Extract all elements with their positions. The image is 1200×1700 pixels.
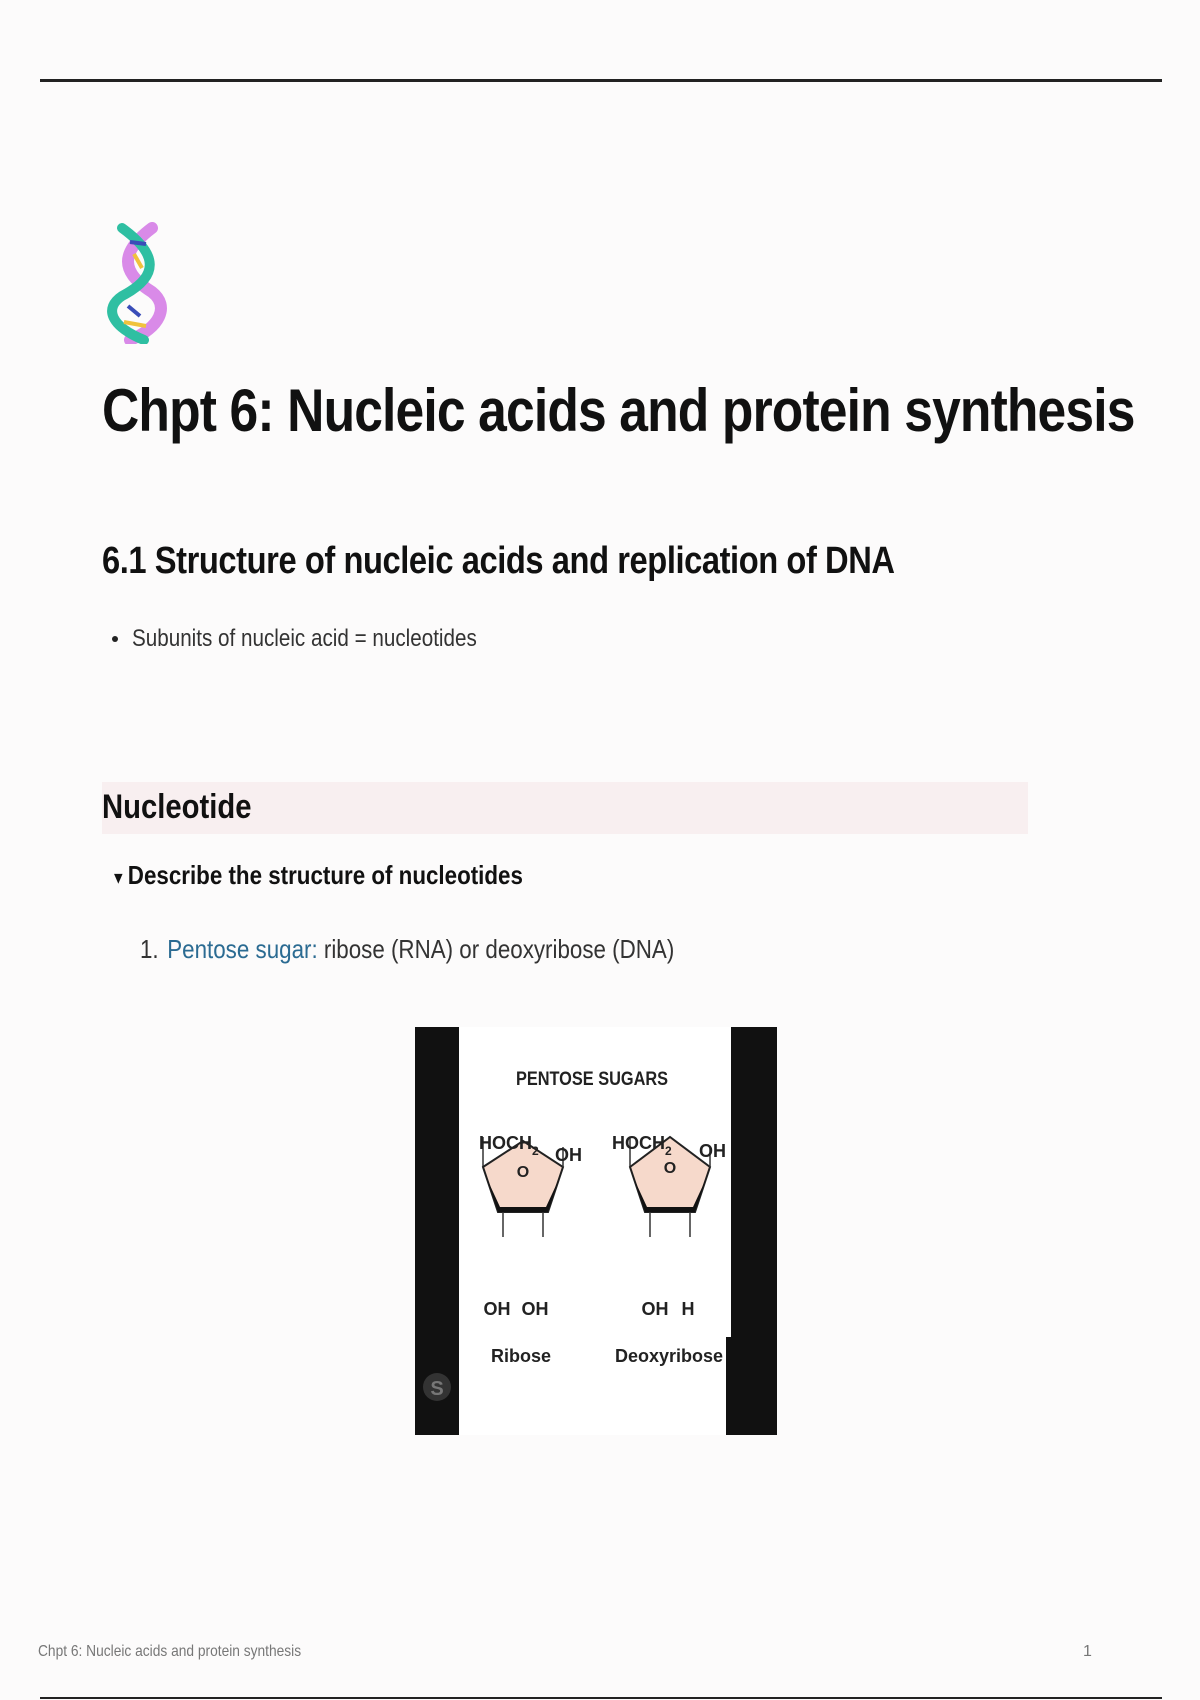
video-frame-right bbox=[731, 1027, 777, 1435]
dna-icon bbox=[100, 222, 172, 344]
deoxyribose-bottom-right: H bbox=[681, 1299, 695, 1319]
toggle-label: Describe the structure of nucleotides bbox=[127, 860, 523, 890]
list-term: Pentose sugar: bbox=[167, 934, 318, 964]
list-number: 1. bbox=[140, 934, 159, 964]
ribose-structure bbox=[479, 1133, 582, 1366]
ribose-bottom-right: OH bbox=[521, 1299, 549, 1319]
bullet-text: Subunits of nucleic acid = nucleotides bbox=[132, 624, 477, 652]
toggle-arrow-icon[interactable]: ▾ bbox=[114, 867, 123, 889]
header-rule bbox=[40, 79, 1162, 82]
deoxyribose-ch2-label: $HOCH_2$ bbox=[612, 1133, 672, 1158]
ribose-ch2-label: $HOCH_2$ bbox=[479, 1133, 539, 1158]
badge-letter: S bbox=[430, 1378, 444, 1400]
pentose-sugars-figure bbox=[415, 1027, 777, 1435]
ribose-ring-o: O bbox=[516, 1164, 530, 1181]
ribose-bottom-left: OH bbox=[483, 1299, 511, 1319]
bullet-dot-icon bbox=[112, 636, 118, 642]
page-title: Chpt 6: Nucleic acids and protein synthesis bbox=[102, 377, 1135, 444]
section-heading: 6.1 Structure of nucleic acids and replication of DNA bbox=[102, 540, 895, 582]
deoxyribose-bottom-left: OH bbox=[641, 1299, 669, 1319]
list-text: ribose (RNA) or deoxyribose (DNA) bbox=[317, 934, 675, 964]
footer-rule bbox=[40, 1697, 1162, 1699]
footer-title: Chpt 6: Nucleic acids and protein synthesis bbox=[38, 1643, 302, 1660]
deoxyribose-structure bbox=[612, 1133, 726, 1366]
ribose-name: Ribose bbox=[490, 1346, 552, 1366]
ribose-right-oh: OH bbox=[555, 1145, 582, 1165]
deoxyribose-name: Deoxyribose bbox=[614, 1346, 724, 1366]
list-item bbox=[140, 934, 674, 965]
bullet-item bbox=[112, 624, 533, 653]
deoxyribose-ring-o: O bbox=[663, 1160, 677, 1177]
pentose-sugars-diagram bbox=[415, 1027, 777, 1435]
figure-title: PENTOSE SUGARS bbox=[515, 1067, 669, 1090]
toggle-block[interactable] bbox=[114, 860, 523, 891]
subsection-heading: Nucleotide bbox=[102, 788, 252, 826]
deoxyribose-right-oh: OH bbox=[699, 1141, 726, 1161]
page-number: 1 bbox=[1083, 1643, 1092, 1660]
